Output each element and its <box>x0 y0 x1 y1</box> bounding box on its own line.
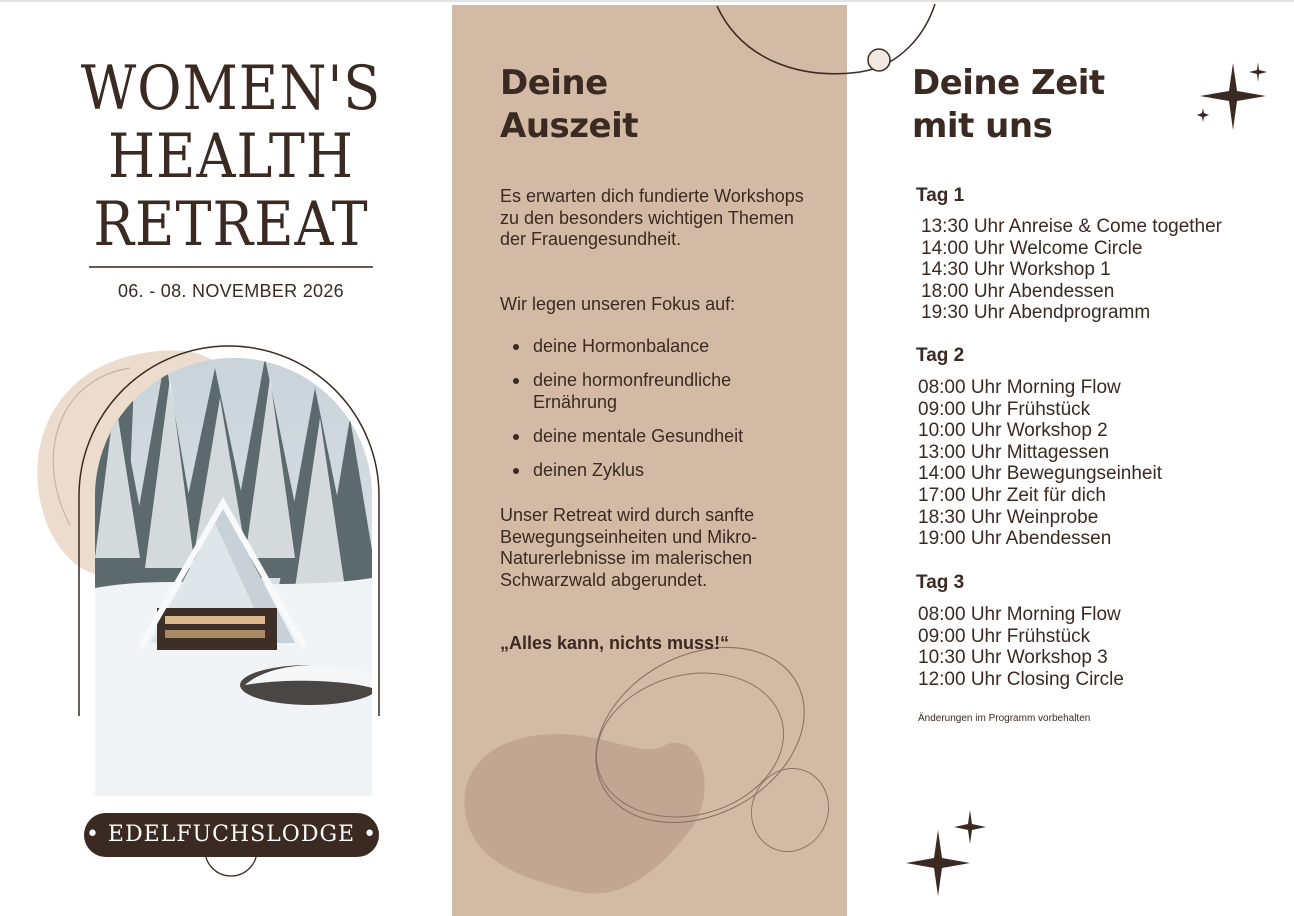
program-note: Änderungen im Programm vorbehalten <box>918 713 1091 724</box>
schedule-heading <box>912 62 1105 148</box>
title-line-2: HEALTH <box>107 121 355 192</box>
brown-blob <box>464 734 704 894</box>
day-2-label: Tag 2 <box>916 345 965 366</box>
title-line-1: WOMEN'S <box>80 53 382 124</box>
list-item: 09:00 Uhr Frühstück <box>918 398 1091 420</box>
day-1-label: Tag 1 <box>916 185 965 206</box>
day-3-schedule <box>918 604 1278 690</box>
top-arc <box>717 4 935 74</box>
list-item: 17:00 Uhr Zeit für dich <box>918 484 1106 506</box>
list-item: 10:30 Uhr Workshop 3 <box>918 647 1108 669</box>
day-1-schedule <box>921 216 1281 324</box>
list-item: 08:00 Uhr Morning Flow <box>918 377 1121 398</box>
title-line-3: RETREAT <box>93 189 369 260</box>
small-circle <box>868 49 890 71</box>
location-badge: • EDELFUCHSLODGE • <box>84 813 379 857</box>
list-item: 10:00 Uhr Workshop 2 <box>918 420 1108 442</box>
list-item: 08:00 Uhr Morning Flow <box>918 604 1121 625</box>
list-item: 09:00 Uhr Frühstück <box>918 625 1091 647</box>
list-item: deinen Zyklus <box>500 459 820 481</box>
focus-intro: Wir legen unseren Fokus auf: <box>500 294 736 314</box>
list-item: deine Hormonbalance <box>500 335 820 357</box>
sparkle-icon <box>906 810 986 896</box>
list-item: 18:00 Uhr Abendessen <box>921 280 1115 302</box>
list-item: deine mentale Gesundheit <box>500 425 820 447</box>
sparkle-icon <box>1197 62 1267 130</box>
list-item: 13:00 Uhr Mittagessen <box>918 441 1110 463</box>
list-item: 18:30 Uhr Weinprobe <box>918 506 1099 528</box>
day-2-schedule <box>918 377 1278 550</box>
list-item: 19:30 Uhr Abendprogramm <box>921 302 1151 324</box>
auszeit-heading-line-2: Auszeit <box>500 106 639 146</box>
list-item: 14:00 Uhr Bewegungseinheit <box>918 463 1163 485</box>
list-item: 19:00 Uhr Abendessen <box>918 528 1112 550</box>
list-item: 14:00 Uhr Welcome Circle <box>921 237 1143 259</box>
list-item: 14:30 Uhr Workshop 1 <box>921 259 1111 281</box>
title-divider <box>89 266 373 268</box>
schedule-heading-line-1: Deine Zeit <box>912 63 1105 103</box>
auszeit-heading <box>500 62 638 148</box>
event-date: 06. - 08. NOVEMBER 2026 <box>117 281 344 301</box>
lodge-photo <box>95 358 372 796</box>
list-item: 12:00 Uhr Closing Circle <box>918 668 1124 690</box>
auszeit-heading-line-1: Deine <box>500 63 608 103</box>
intro-paragraph: Es erwarten dich fundierte Workshops zu den besonders wichtigen Themen der Frauengesundheit. <box>500 186 804 249</box>
focus-list <box>500 335 820 493</box>
list-item: 13:30 Uhr Anreise & Come together <box>921 216 1223 237</box>
quote: „Alles kann, nichts muss!“ <box>500 633 730 653</box>
schedule-heading-line-2: mit uns <box>912 106 1053 146</box>
closing-paragraph: Unser Retreat wird durch sanfte Bewegungseinheiten und Mikro-Naturerlebnisse im malerischen Schwarzwald abgerundet. <box>500 505 758 590</box>
list-item: deine hormonfreundliche Ernährung <box>500 369 820 413</box>
ring-3 <box>740 758 840 863</box>
day-3-label: Tag 3 <box>916 572 965 593</box>
